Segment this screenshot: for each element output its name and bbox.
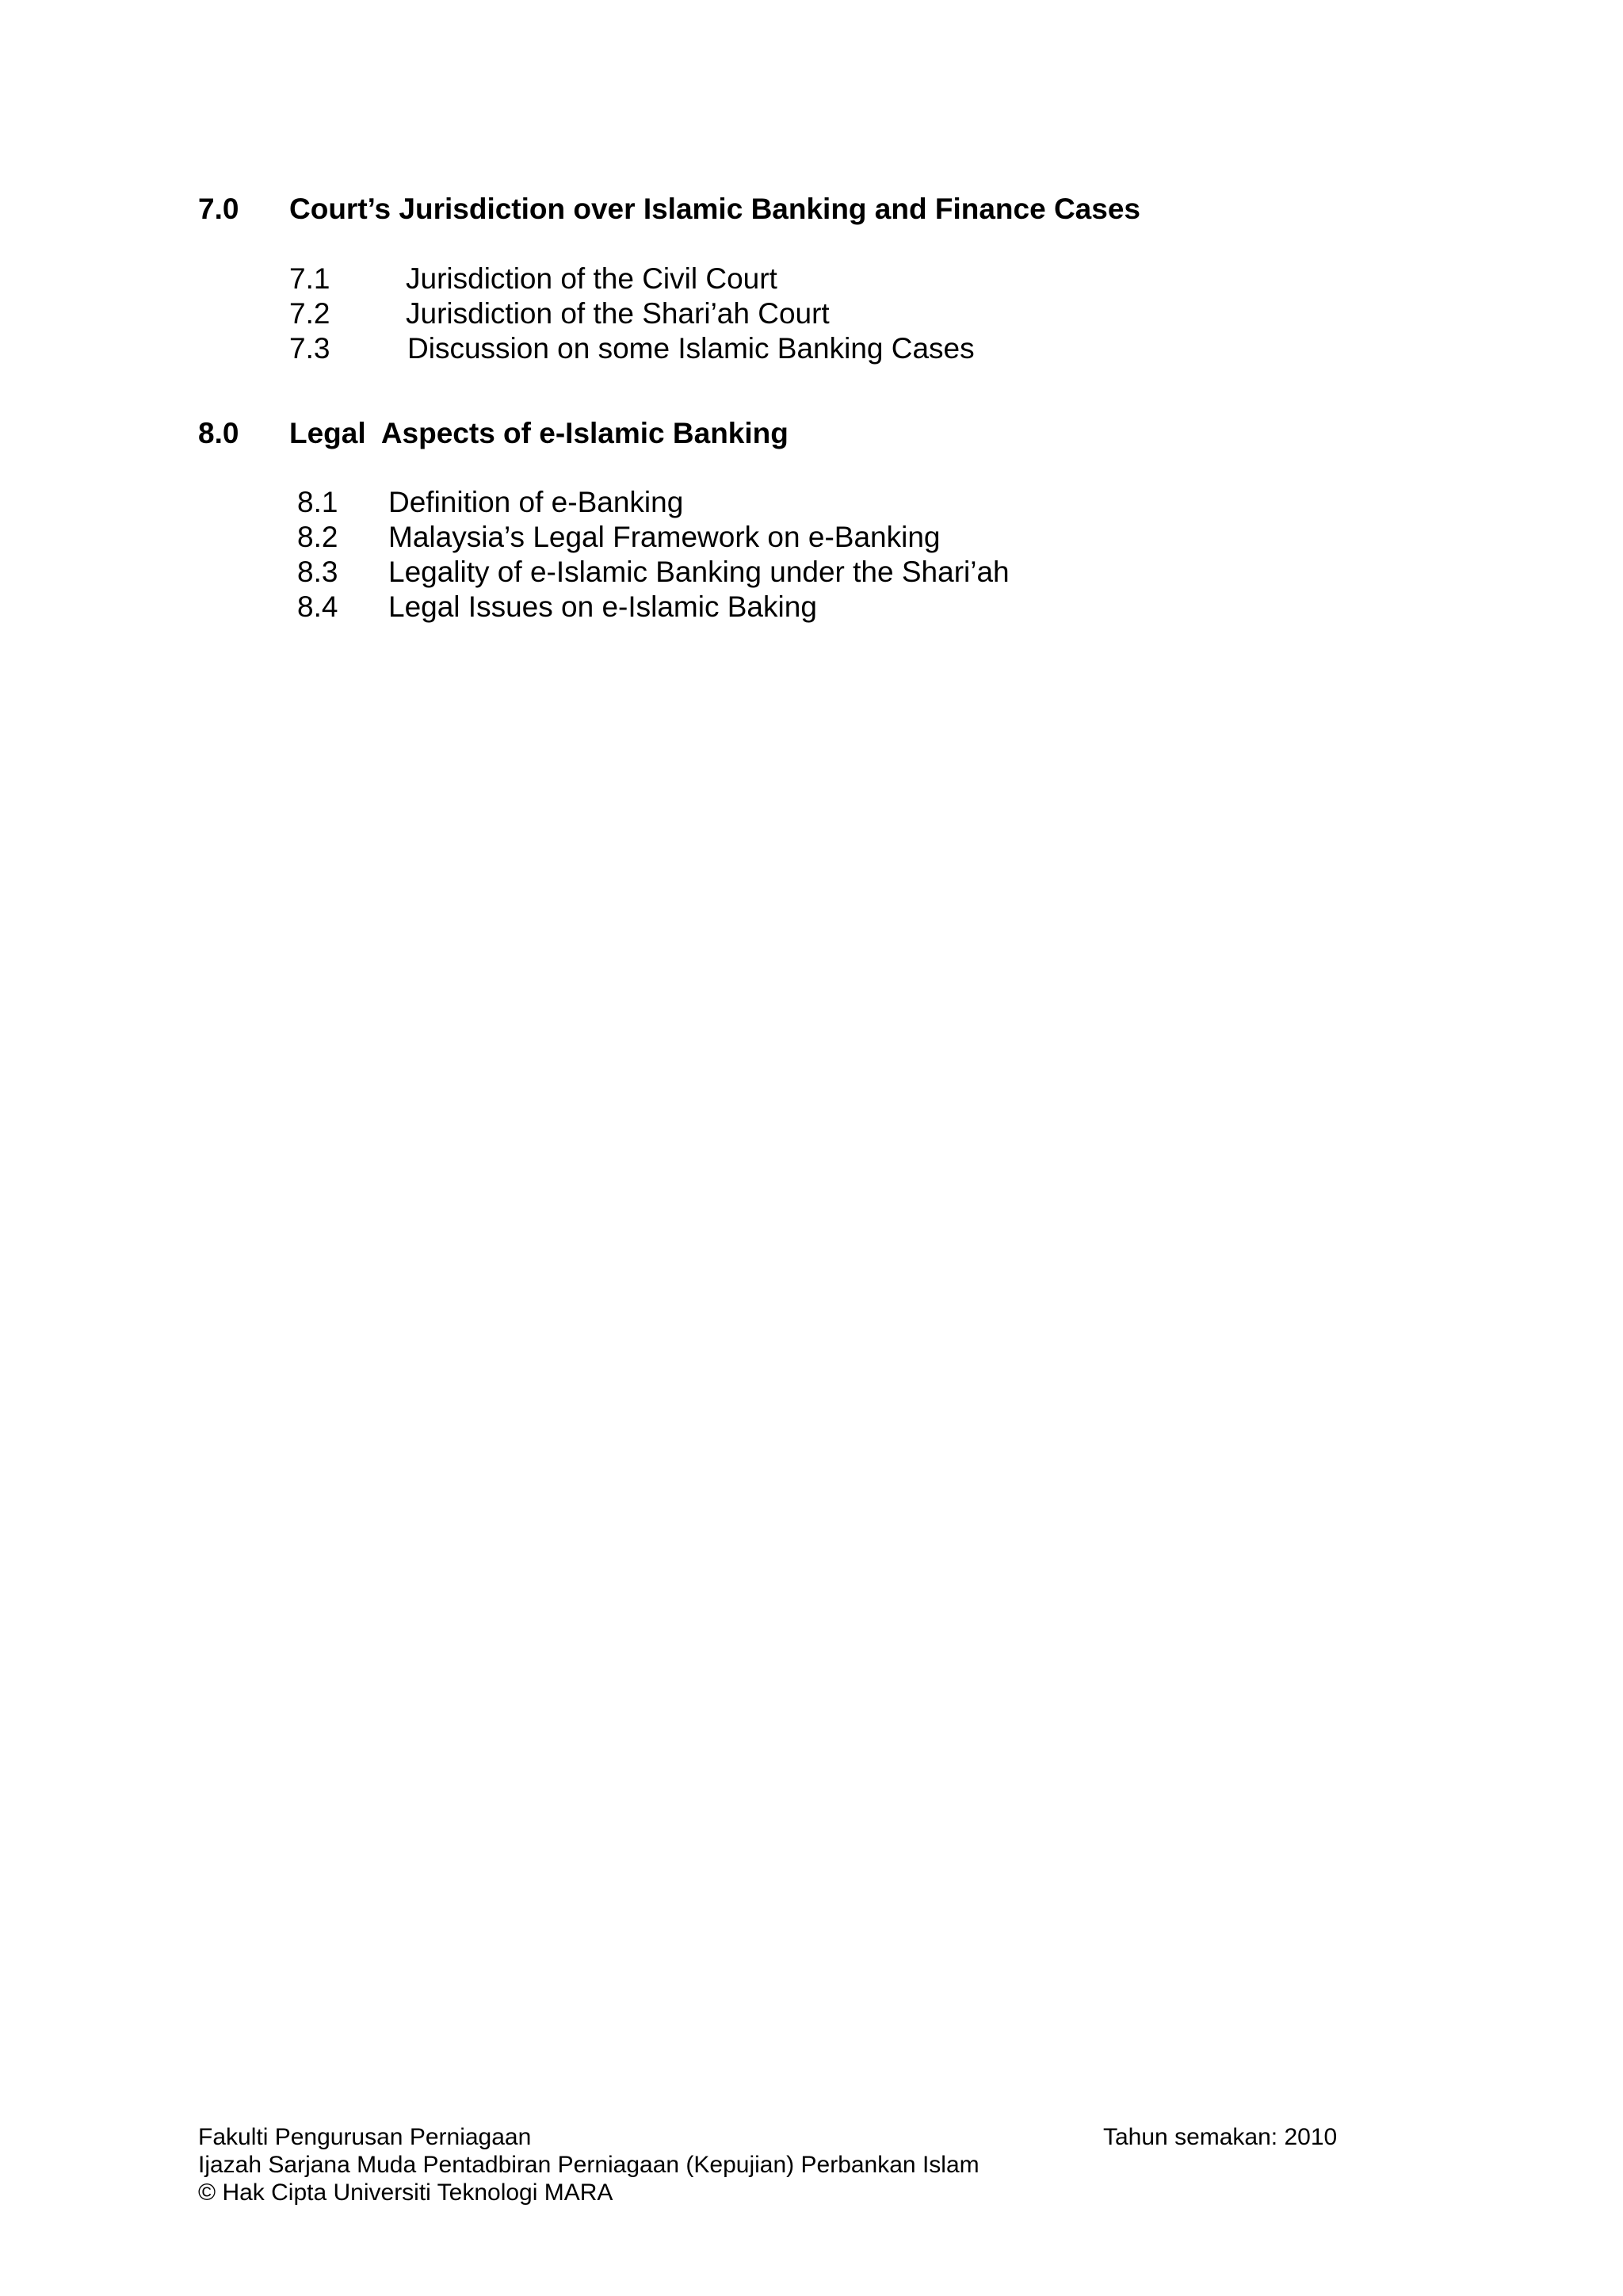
footer-revision-year: Tahun semakan: 2010	[1103, 2124, 1338, 2150]
footer-program: Ijazah Sarjana Muda Pentadbiran Perniagaan (Kepujian) Perbankan Islam	[198, 2152, 980, 2178]
subsection-8-1-number: 8.1	[297, 486, 338, 518]
footer-copyright: © Hak Cipta Universiti Teknologi MARA	[198, 2179, 613, 2206]
subsection-8-4-title: Legal Issues on e-Islamic Baking	[388, 590, 817, 623]
subsection-8-2-number: 8.2	[297, 521, 338, 553]
subsection-7-1-title: Jurisdiction of the Civil Court	[406, 262, 777, 295]
subsection-8-3-number: 8.3	[297, 556, 338, 588]
subsection-7-1-number: 7.1	[289, 262, 330, 295]
subsection-7-3-title: Discussion on some Islamic Banking Cases	[407, 332, 975, 365]
subsection-8-2-title: Malaysia’s Legal Framework on e-Banking	[388, 521, 941, 553]
section-7-title: Court’s Jurisdiction over Islamic Banking and Finance Cases	[289, 193, 1140, 225]
subsection-7-2-number: 7.2	[289, 297, 330, 330]
subsection-7-3-number: 7.3	[289, 332, 330, 365]
footer-faculty: Fakulti Pengurusan Perniagaan	[198, 2124, 532, 2150]
subsection-8-1-title: Definition of e-Banking	[388, 486, 684, 518]
section-8-number: 8.0	[198, 417, 239, 449]
subsection-7-2-title: Jurisdiction of the Shari’ah Court	[406, 297, 830, 330]
section-7-number: 7.0	[198, 193, 239, 225]
section-8-title: Legal Aspects of e-Islamic Banking	[289, 417, 789, 449]
subsection-8-4-number: 8.4	[297, 590, 338, 623]
subsection-8-3-title: Legality of e-Islamic Banking under the Shari’ah	[388, 556, 1010, 588]
